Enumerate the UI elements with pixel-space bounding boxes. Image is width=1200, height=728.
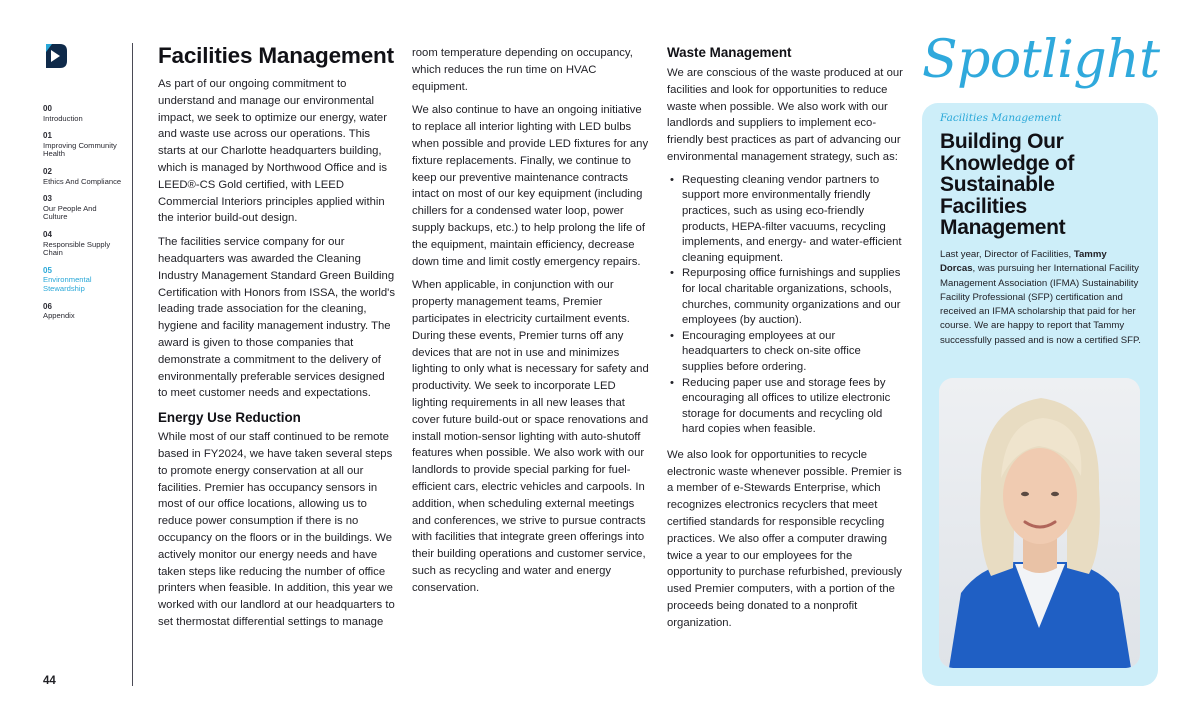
paragraph-waste-intro: We are conscious of the waste produced at our facilities and look for opportunities to reduce waste when possible. We also work with our landlords and suppliers to implement eco-friendly best practices as part of advancing our environmental management strategy, such as:: [667, 67, 903, 163]
list-item: • Encouraging employees at our headquarters to check on-site office supplies before ordering.: [667, 329, 903, 376]
page-number: 44: [43, 675, 56, 687]
paragraph-issa-award: The facilities service company for our headquarters was awarded the Cleaning Industry Management Standard Green Building Certification with Honors from ISSA, the world's leading trade association for the cleaning, hygiene and facility management industry. The award is given to those companies that demonstrate a commitment to the delivery of environmentally preferable services designed to meet customer needs and expectations.: [158, 236, 395, 400]
section-nav: [43, 105, 123, 330]
nav-divider: [132, 43, 133, 686]
nav-item-number: 01: [43, 131, 52, 141]
paragraph-energy-continued: room temperature depending on occupancy, which reduces the run time on HVAC equipment.: [412, 47, 633, 93]
nav-item-ethics[interactable]: [43, 168, 123, 186]
heading-energy-use-reduction: Energy Use Reduction: [158, 410, 301, 426]
nav-item-appendix[interactable]: [43, 303, 123, 321]
paragraph-curtailment: When applicable, in conjunction with our property management teams, Premier participates in electricity curtailment events. During these events, Premier turns off any devices that are not in use and minimizes lighting to only what is necessary for safety and productivity. We seek to incorporate LED lighting requirements in all new leases that cover future build-out or space renovations and install motion-sensor lighting with auto-shutoff features when possible. We also work with our landlords to provide special parking for fuel-efficient cars, electric vehicles and carpools. In addition, when scheduling external meetings and conferences, we strive to pursue contracts with facilities that integrate green offerings into their building operations and customer service, such as recycling and water and energy conservation.: [412, 279, 649, 594]
nav-item-community-health[interactable]: [43, 132, 123, 159]
spotlight-body: [940, 248, 1144, 348]
nav-item-introduction[interactable]: [43, 105, 123, 123]
list-item: • Reducing paper use and storage fees by encouraging all offices to utilize electronic storage for documents and recycling old hard copies when feasible.: [667, 376, 903, 438]
list-item: • Repurposing office furnishings and supplies for local charitable organizations, schools, churches, community organizations and our employees (by auction).: [667, 266, 903, 328]
waste-practices-list: [667, 173, 903, 438]
nav-item-label: Appendix: [43, 311, 75, 321]
nav-item-label: Responsible Supply Chain: [43, 239, 111, 258]
nav-item-people-culture[interactable]: [43, 195, 123, 222]
spotlight-heading: Spotlight: [922, 30, 1160, 90]
paragraph-intro: As part of our ongoing commitment to understand and manage our environmental impact, we seek to optimize our energy, water and waste use across our operations. This starts at our Charlotte headquarters building, which is managed by Northwood Office and is LEED®-CS Gold certified, with LEED Commercial Interiors principles applied within the interior build-out design.: [158, 78, 387, 225]
portrait-photo: [939, 378, 1140, 668]
article-column-3: [667, 44, 903, 639]
nav-item-supply-chain[interactable]: [43, 231, 123, 258]
article-column-2: [412, 45, 652, 604]
page-title: Facilities Management: [158, 43, 394, 68]
nav-item-label: Improving Community Health: [43, 140, 117, 159]
nav-item-label: Environmental Stewardship: [43, 275, 92, 293]
spotlight-title: Building Our Knowledge of Sustainable Facilities Management: [940, 130, 1075, 239]
spotlight-body-rest: , was pursuing her International Facility Management Association (IFMA) Sustainability Facility Professional (SFP) certification and received an IFMA scholarship that paid for her course. We are happy to report that Tammy successfully passed and is now a certified SFP.: [940, 263, 1141, 346]
nav-item-label: Our People And Culture: [43, 203, 97, 222]
nav-item-number: 02: [43, 166, 52, 176]
paragraph-energy-conservation: While most of our staff continued to be remote based in FY2024, we have taken several steps to promote energy conservation at all our facilities. Premier has occupancy sensors in most of our office locations, allowing us to reduce power consumption if there is no occupancy on the floors or in the buildings. We actively monitor our energy needs and have taken steps like reducing the number of office printers when feasible. In addition, this year we worked with our landlord at our headquarters to set thermostat differential settings to manage: [158, 431, 395, 628]
spotlight-body-intro: Last year, Director of Facilities,: [940, 249, 1074, 260]
nav-item-number: 04: [43, 229, 52, 239]
spotlight-person-name: Tammy Dorcas: [940, 249, 1107, 275]
nav-item-number: 00: [43, 104, 52, 113]
nav-item-label: Ethics And Compliance: [43, 176, 122, 186]
nav-item-number: 06: [43, 301, 52, 311]
nav-item-label: Introduction: [43, 113, 83, 123]
list-item: • Requesting cleaning vendor partners to support more environmentally friendly practices, such as using eco-friendly products, HEPA-filter vacuums, recycling implements, and energy- and water-efficient cleaning equipment.: [667, 173, 903, 267]
nav-item-environmental-stewardship[interactable]: [43, 267, 123, 294]
premier-logo-icon: [42, 42, 68, 70]
nav-item-number: 03: [43, 194, 52, 204]
paragraph-led-lighting: We also continue to have an ongoing initiative to replace all interior lighting with LED bulbs when possible and provide LED fixtures for any fixture replacements. Finally, we continue to keep our preventive maintenance contracts intact on most of our key equipment (including chillers for a condensed water loop, power supply backups, etc.) to help prolong the life of the equipment, maintain efficiency, decrease down time and limit costly emergency repairs.: [412, 104, 649, 268]
spotlight-kicker: Facilities Management: [940, 112, 1062, 124]
portrait-illustration: [939, 378, 1140, 668]
article-column-1: [158, 44, 396, 650]
heading-waste-management: Waste Management: [667, 45, 792, 60]
paragraph-e-waste: We also look for opportunities to recycle electronic waste whenever possible. Premier is a member of e-Stewards Enterprise, which recognizes electronics recyclers that meet certified standards for responsible recycling practices. We also offer a computer drawing twice a year to our employees for the opportunity to purchase refurbished, previously used Premier computers, with a portion of the proceeds being donated to a nonprofit organization.: [667, 448, 902, 629]
nav-item-number: 05: [43, 265, 52, 275]
